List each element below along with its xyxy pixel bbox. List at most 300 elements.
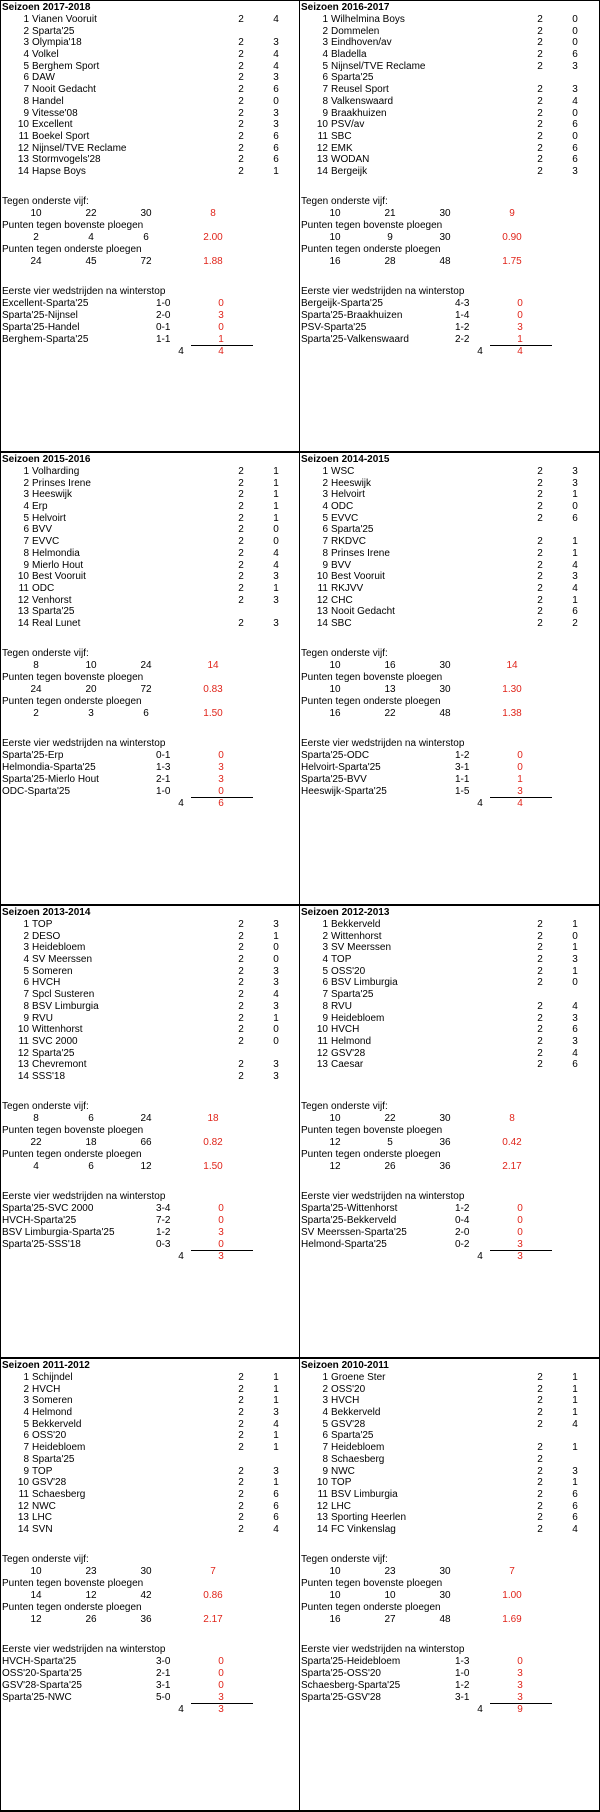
team-value-a: 2 (238, 1430, 244, 1442)
team-value-a: 2 (238, 512, 244, 524)
table-row (300, 37, 599, 49)
match-score: 1-1 (156, 333, 171, 345)
stat-value-1: 14 (30, 1589, 42, 1601)
table-row (300, 966, 599, 978)
match-teams: Berghem-Sparta'25 (2, 333, 89, 345)
stat-value-3: 30 (439, 207, 451, 219)
team-position: 12 (316, 1500, 328, 1512)
team-value-b: 1 (572, 1372, 578, 1383)
team-position: 13 (17, 606, 29, 618)
stats-onderste (1, 1161, 299, 1173)
match-points: 0 (517, 749, 523, 761)
table-row (1, 1059, 299, 1071)
team-value-b: 1 (572, 594, 578, 606)
label-onderste: Punten tegen onderste ploegen (2, 1601, 142, 1613)
total-row (300, 1704, 599, 1716)
total-points: 9 (517, 1703, 523, 1715)
stat-value-3: 36 (439, 1136, 451, 1148)
team-value-b: 3 (273, 594, 279, 606)
stat-value-1: 12 (30, 1613, 42, 1625)
table-row (1, 1501, 299, 1513)
team-position: 12 (17, 1047, 29, 1059)
match-score: 1-1 (455, 773, 470, 785)
stat-value-1: 24 (30, 255, 42, 267)
team-value-a: 2 (238, 930, 244, 942)
match-points: 0 (218, 1679, 224, 1691)
team-value-a: 2 (537, 489, 543, 501)
stat-value-2: 10 (384, 1589, 396, 1601)
team-value-a: 2 (537, 1500, 543, 1512)
team-name: SV Meerssen (331, 942, 392, 954)
team-value-b: 4 (572, 1418, 578, 1430)
label-winterstop: Eerste vier wedstrijden na winterstop (301, 285, 465, 297)
team-value-a: 2 (537, 1012, 543, 1024)
stat-value-result: 1.69 (502, 1613, 522, 1625)
team-name: Reusel Sport (331, 84, 389, 96)
stats-onderste (300, 1614, 599, 1626)
team-position: 8 (322, 1000, 328, 1012)
table-row (1, 942, 299, 954)
team-value-b: 1 (273, 1477, 279, 1489)
team-position: 9 (322, 1465, 328, 1477)
match-score: 2-0 (156, 309, 171, 321)
match-row (300, 310, 599, 322)
team-value-b: 6 (572, 1488, 578, 1500)
label-bovenste: Punten tegen bovenste ploegen (301, 1577, 443, 1589)
team-position: 1 (23, 466, 29, 477)
table-row (1, 1407, 299, 1419)
team-value-a: 2 (537, 1512, 543, 1524)
total-matches: 4 (178, 1250, 184, 1262)
team-value-a: 2 (537, 954, 543, 966)
table-row (1, 560, 299, 572)
match-points: 3 (218, 1226, 224, 1238)
table-row (300, 1059, 599, 1071)
stats-tegen (1, 208, 299, 220)
total-matches: 4 (477, 1703, 483, 1715)
team-value-b: 3 (572, 84, 578, 96)
table-row (1, 1001, 299, 1013)
match-row (1, 1227, 299, 1239)
team-value-a: 2 (537, 130, 543, 142)
team-value-a: 2 (537, 477, 543, 489)
team-position: 11 (18, 582, 29, 594)
team-value-b: 1 (572, 536, 578, 548)
stat-value-1: 2 (33, 231, 39, 243)
stats-tegen (300, 208, 599, 220)
label-bovenste: Punten tegen bovenste ploegen (2, 219, 144, 231)
table-row (1, 501, 299, 513)
stat-value-2: 26 (384, 1160, 396, 1172)
team-value-b: 4 (273, 1523, 279, 1535)
team-value-a: 2 (238, 1477, 244, 1489)
team-position: 4 (322, 1407, 328, 1419)
team-name: Best Vooruit (32, 571, 86, 583)
team-value-a: 2 (238, 1512, 244, 1524)
table-row (1, 119, 299, 131)
match-score: 1-2 (156, 1226, 171, 1238)
team-position: 11 (18, 130, 29, 142)
team-value-b: 0 (572, 930, 578, 942)
team-name: Someren (32, 1395, 73, 1407)
team-value-b: 4 (273, 14, 279, 25)
team-value-b: 0 (273, 942, 279, 954)
label-winterstop: Eerste vier wedstrijden na winterstop (301, 737, 465, 749)
label-bovenste: Punten tegen bovenste ploegen (2, 1577, 144, 1589)
team-name: Prinses Irene (331, 547, 390, 559)
match-teams: BSV Limburgia-Sparta'25 (2, 1226, 115, 1238)
match-row (1, 322, 299, 334)
team-name: EVVC (32, 536, 60, 548)
team-name: HVCH (32, 977, 61, 989)
match-score: 1-0 (156, 785, 171, 797)
table-row (1, 1477, 299, 1489)
table-row (300, 49, 599, 61)
team-name: Olympia'18 (32, 37, 82, 49)
team-position: 6 (322, 524, 328, 536)
table-row (1, 96, 299, 108)
stat-value-result: 18 (207, 1112, 219, 1124)
match-row (1, 334, 299, 346)
team-position: 9 (23, 107, 29, 119)
stat-value-2: 6 (88, 1160, 94, 1172)
team-name: Sparta'25 (331, 524, 374, 536)
table-row (300, 1524, 599, 1536)
team-value-b: 3 (273, 965, 279, 977)
table-row (1, 1466, 299, 1478)
match-score: 2-2 (455, 333, 470, 345)
stat-value-3: 72 (140, 255, 152, 267)
team-position: 9 (23, 559, 29, 571)
label-winterstop: Eerste vier wedstrijden na winterstop (301, 1643, 465, 1655)
match-row (300, 1668, 599, 1680)
team-name: Braakhuizen (331, 107, 387, 119)
team-position: 2 (322, 25, 328, 37)
team-position: 7 (322, 84, 328, 96)
team-value-a: 2 (537, 142, 543, 154)
stat-value-3: 30 (439, 1565, 451, 1577)
stats-bovenste (1, 1137, 299, 1149)
stat-value-2: 27 (384, 1613, 396, 1625)
stat-value-2: 22 (384, 707, 396, 719)
team-position: 8 (322, 547, 328, 559)
stat-value-2: 5 (387, 1136, 393, 1148)
team-value-a: 2 (537, 1442, 543, 1454)
table-row (300, 1466, 599, 1478)
team-value-b: 1 (273, 1012, 279, 1024)
team-position: 6 (322, 977, 328, 989)
team-position: 6 (23, 1430, 29, 1442)
team-position: 13 (17, 1512, 29, 1524)
table-row (1, 1384, 299, 1396)
team-position: 4 (23, 954, 29, 966)
team-value-a: 2 (537, 501, 543, 513)
team-position: 11 (317, 130, 328, 142)
match-row (300, 786, 599, 798)
stat-value-2: 23 (384, 1565, 396, 1577)
match-score: 1-3 (156, 761, 171, 773)
team-value-a: 2 (537, 1035, 543, 1047)
team-value-b: 3 (572, 477, 578, 489)
team-name: Heidebloem (331, 1442, 385, 1454)
team-name: TOP (331, 954, 352, 966)
table-row (300, 606, 599, 618)
team-name: Boekel Sport (32, 130, 90, 142)
team-value-a: 2 (537, 617, 543, 629)
team-value-a: 2 (537, 154, 543, 166)
stat-value-1: 16 (329, 255, 341, 267)
match-score: 2-1 (156, 1667, 171, 1679)
team-position: 5 (23, 965, 29, 977)
team-name: RKJVV (331, 582, 364, 594)
match-points: 0 (218, 1238, 224, 1250)
table-row (300, 1048, 599, 1060)
team-value-b: 1 (273, 1383, 279, 1395)
team-position: 6 (322, 72, 328, 84)
match-points: 1 (218, 333, 224, 345)
stat-value-1: 10 (329, 207, 341, 219)
team-value-b: 3 (273, 119, 279, 131)
team-value-a: 2 (238, 547, 244, 559)
team-position: 8 (23, 1000, 29, 1012)
team-name: Erp (32, 501, 48, 513)
stat-value-3: 48 (439, 1613, 451, 1625)
team-value-b: 0 (273, 954, 279, 966)
stat-value-2: 6 (88, 1112, 94, 1124)
team-name: Heeswijk (32, 489, 73, 501)
team-position: 10 (316, 571, 328, 583)
team-value-b: 4 (273, 60, 279, 72)
table-row (300, 942, 599, 954)
team-position: 11 (317, 1035, 328, 1047)
match-teams: Excellent-Sparta'25 (2, 297, 89, 309)
team-name: BSV Limburgia (331, 977, 398, 989)
match-row (300, 1203, 599, 1215)
label-winterstop: Eerste vier wedstrijden na winterstop (2, 1643, 166, 1655)
table-row (1, 49, 299, 61)
match-points: 0 (218, 297, 224, 309)
team-value-a: 2 (537, 536, 543, 548)
stat-value-3: 24 (140, 659, 152, 671)
table-row (1, 1454, 299, 1466)
stat-value-3: 42 (140, 1589, 152, 1601)
team-value-a: 2 (537, 1523, 543, 1535)
match-points: 3 (517, 785, 523, 797)
total-points: 3 (218, 1250, 224, 1262)
match-teams: Sparta'25-Bekkerveld (301, 1214, 397, 1226)
match-score: 0-1 (156, 749, 171, 761)
table-row (300, 954, 599, 966)
team-name: RVU (32, 1012, 53, 1024)
team-position: 6 (322, 1430, 328, 1442)
team-value-b: 0 (572, 107, 578, 119)
team-value-a: 2 (238, 165, 244, 177)
stat-value-result: 1.75 (502, 255, 522, 267)
team-position: 8 (322, 95, 328, 107)
team-name: Heidebloem (32, 1442, 86, 1454)
team-position: 5 (23, 512, 29, 524)
team-name: Bergeijk (331, 165, 368, 177)
team-value-b: 1 (572, 965, 578, 977)
team-position: 13 (17, 154, 29, 166)
team-value-a: 2 (238, 594, 244, 606)
team-value-a: 2 (537, 49, 543, 61)
match-teams: Sparta'25-SSS'18 (2, 1238, 81, 1250)
table-row (300, 595, 599, 607)
match-row (300, 750, 599, 762)
team-value-b: 1 (572, 1395, 578, 1407)
team-name: TOP (331, 1477, 352, 1489)
team-position: 8 (23, 547, 29, 559)
team-value-b: 0 (572, 14, 578, 25)
team-name: Nooit Gedacht (331, 606, 395, 618)
match-row (300, 322, 599, 334)
team-value-b: 0 (273, 1024, 279, 1036)
match-row (300, 298, 599, 310)
table-row (300, 1419, 599, 1431)
stat-value-result: 2.17 (203, 1613, 223, 1625)
table-row (300, 989, 599, 1001)
team-value-b: 3 (572, 1465, 578, 1477)
team-value-b: 0 (572, 130, 578, 142)
stat-value-1: 24 (30, 683, 42, 695)
stat-value-result: 7 (509, 1565, 515, 1577)
team-name: TOP (32, 1465, 53, 1477)
match-teams: PSV-Sparta'25 (301, 321, 367, 333)
table-row (300, 1430, 599, 1442)
team-value-a: 2 (238, 1059, 244, 1071)
team-value-b: 3 (572, 466, 578, 477)
team-value-a: 2 (238, 466, 244, 477)
label-onderste: Punten tegen onderste ploegen (2, 1148, 142, 1160)
season-title: Seizoen 2011-2012 (2, 1360, 90, 1371)
label-tegen-onderste: Tegen onderste vijf: (2, 647, 89, 659)
team-position: 14 (17, 1070, 29, 1082)
stat-value-2: 9 (387, 231, 393, 243)
stat-value-1: 16 (329, 707, 341, 719)
team-value-b: 6 (273, 154, 279, 166)
team-position: 10 (316, 1477, 328, 1489)
team-value-a: 2 (537, 1000, 543, 1012)
match-score: 1-2 (455, 1679, 470, 1691)
team-name: Spcl Susteren (32, 989, 95, 1001)
total-points: 3 (218, 1703, 224, 1715)
table-row (1, 108, 299, 120)
team-value-b: 1 (273, 477, 279, 489)
match-points: 3 (218, 773, 224, 785)
stat-value-3: 48 (439, 707, 451, 719)
team-position: 9 (23, 1465, 29, 1477)
match-row (1, 1692, 299, 1704)
team-name: OSS'20 (331, 1383, 366, 1395)
match-score: 1-0 (455, 1667, 470, 1679)
match-score: 7-2 (156, 1214, 171, 1226)
match-row (300, 762, 599, 774)
team-position: 4 (322, 49, 328, 61)
match-teams: Sparta'25-Nijnsel (2, 309, 78, 321)
team-name: Prinses Irene (32, 477, 91, 489)
match-teams: Sparta'25-BVV (301, 773, 367, 785)
match-points: 0 (218, 1214, 224, 1226)
match-points: 1 (517, 333, 523, 345)
team-value-b: 3 (572, 1035, 578, 1047)
team-name: GSV'28 (32, 1477, 67, 1489)
label-onderste: Punten tegen onderste ploegen (301, 695, 441, 707)
label-tegen-onderste: Tegen onderste vijf: (2, 195, 89, 207)
team-name: EMK (331, 142, 353, 154)
team-value-a: 2 (238, 582, 244, 594)
team-position: 6 (23, 72, 29, 84)
team-name: OSS'20 (32, 1430, 67, 1442)
team-value-a: 2 (238, 524, 244, 536)
table-row (300, 536, 599, 548)
match-row (1, 750, 299, 762)
team-value-a: 2 (537, 1372, 543, 1383)
table-row (1, 583, 299, 595)
match-score: 0-1 (156, 321, 171, 333)
team-name: GSV'28 (331, 1047, 366, 1059)
team-value-a: 2 (238, 501, 244, 513)
stats-tegen (1, 1566, 299, 1578)
team-position: 12 (17, 1500, 29, 1512)
match-row (300, 1227, 599, 1239)
team-value-a: 2 (238, 1523, 244, 1535)
match-teams: Sparta'25-Erp (2, 749, 64, 761)
team-name: Wilhelmina Boys (331, 14, 405, 25)
match-score: 3-1 (455, 761, 470, 773)
team-position: 2 (322, 477, 328, 489)
team-value-b: 4 (572, 1000, 578, 1012)
team-name: Venhorst (32, 594, 72, 606)
team-value-a: 2 (238, 1488, 244, 1500)
stat-value-3: 66 (140, 1136, 152, 1148)
team-value-a: 2 (238, 1395, 244, 1407)
team-value-b: 6 (572, 512, 578, 524)
label-winterstop: Eerste vier wedstrijden na winterstop (2, 1190, 166, 1202)
table-row (1, 1489, 299, 1501)
team-value-b: 6 (273, 1500, 279, 1512)
team-name: Sporting Heerlen (331, 1512, 407, 1524)
team-value-b: 1 (273, 512, 279, 524)
team-value-b: 4 (572, 582, 578, 594)
team-name: OSS'20 (331, 965, 366, 977)
match-score: 3-1 (156, 1679, 171, 1691)
table-row (1, 536, 299, 548)
match-teams: Sparta'25-Mierlo Hout (2, 773, 99, 785)
table-row (1, 1512, 299, 1524)
team-value-a: 2 (537, 559, 543, 571)
table-row (1, 478, 299, 490)
team-position: 13 (316, 1512, 328, 1524)
match-teams: Sparta'25-Wittenhorst (301, 1202, 398, 1214)
season-title: Seizoen 2013-2014 (2, 907, 91, 918)
team-value-b: 3 (273, 1070, 279, 1082)
stat-value-3: 36 (140, 1613, 152, 1625)
stats-onderste (1, 1614, 299, 1626)
table-row (1, 14, 299, 26)
match-points: 0 (517, 761, 523, 773)
team-value-a: 2 (238, 919, 244, 930)
team-value-a: 2 (537, 1024, 543, 1036)
team-name: Sparta'25 (32, 1453, 75, 1465)
stat-value-2: 13 (384, 683, 396, 695)
team-position: 12 (316, 142, 328, 154)
season-title: Seizoen 2016-2017 (301, 2, 390, 13)
team-value-a: 2 (238, 536, 244, 548)
team-position: 3 (23, 489, 29, 501)
team-value-a: 2 (537, 84, 543, 96)
stat-value-1: 10 (329, 231, 341, 243)
